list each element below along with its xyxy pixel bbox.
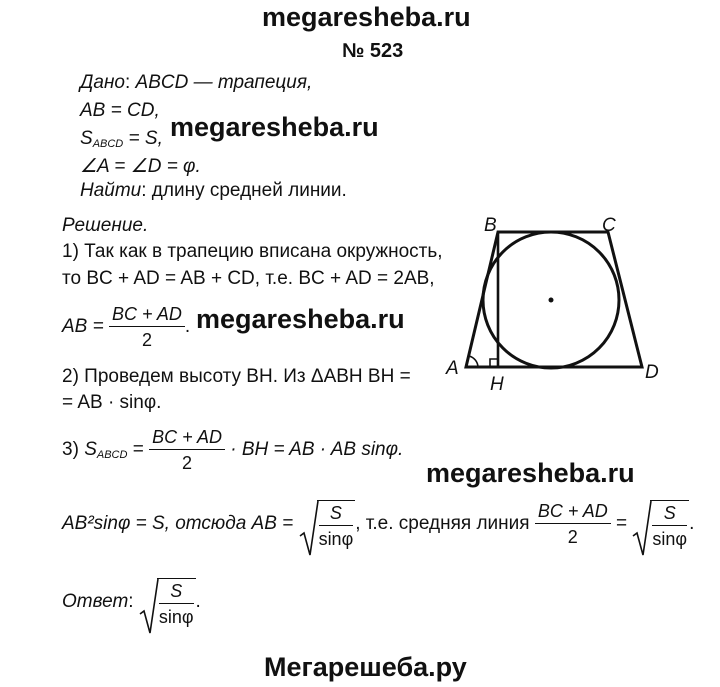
midline-denominator: 2 xyxy=(567,527,578,547)
angle-a-arc xyxy=(469,356,478,367)
step-4-end: . xyxy=(689,513,695,535)
find-text: : длину средней линии. xyxy=(141,180,347,201)
sqrt-fraction-2 xyxy=(652,504,687,548)
step-2-line-1: 2) Проведем высоту BH. Из ΔABH BH = xyxy=(62,366,411,387)
answer-line xyxy=(62,578,201,626)
midline-fraction xyxy=(535,502,611,546)
step-3-numerator: BC + AD xyxy=(149,428,225,450)
radical-sign-icon xyxy=(139,578,159,636)
area-subscript: ABCD xyxy=(92,138,124,150)
sqrt-fraction xyxy=(319,504,354,548)
step-1-formula xyxy=(62,305,190,349)
find-line xyxy=(80,180,347,202)
sqrt-expression xyxy=(299,500,356,548)
label-c: C xyxy=(602,215,616,236)
radical-sign-icon xyxy=(632,500,652,558)
fraction-denominator: 2 xyxy=(141,330,152,350)
step-4-start: AB²sinφ = S, отсюда AB = xyxy=(62,513,294,535)
watermark-bottom: Мегарешеба.ру xyxy=(264,652,467,682)
sqrt-numerator: S xyxy=(319,504,354,526)
given-trapezoid: ABCD — трапеция, xyxy=(135,72,313,93)
formula-end: . xyxy=(184,316,191,338)
sqrt-denominator-2: sinφ xyxy=(652,529,688,549)
sqrt-expression-2 xyxy=(632,500,689,548)
sqrt-denominator: sinφ xyxy=(318,529,354,549)
step-3-denominator: 2 xyxy=(182,453,193,473)
label-h: H xyxy=(490,374,504,395)
solution-heading: Решение. xyxy=(62,215,149,236)
find-label: Найти xyxy=(80,180,142,201)
trapezoid-outline xyxy=(466,232,642,367)
answer-label: Ответ xyxy=(62,591,129,613)
answer-denominator: sinφ xyxy=(158,607,194,627)
given-line-1: Дано: ABCD — трапеция, xyxy=(80,72,313,93)
watermark-2: megaresheba.ru xyxy=(196,304,405,334)
area-symbol: S xyxy=(80,128,93,149)
step-4-formula xyxy=(62,500,694,548)
answer-fraction xyxy=(159,582,194,626)
label-a: A xyxy=(446,358,459,379)
step-4-middle: , т.е. средняя линия xyxy=(355,513,530,535)
midline-numerator: BC + AD xyxy=(535,502,611,524)
fraction-midline xyxy=(109,305,185,349)
given-line-2: AB = CD, xyxy=(80,100,160,121)
trapezoid-figure xyxy=(440,210,670,400)
watermark-top: megaresheba.ru xyxy=(262,2,471,32)
step-1-line-2: то BC + AD = AB + CD, т.е. BC + AD = 2AB, xyxy=(62,268,435,289)
answer-sqrt xyxy=(139,578,196,626)
step-3-fraction xyxy=(149,428,225,472)
step-3-formula xyxy=(62,428,403,472)
step-4-equals: = xyxy=(615,513,628,535)
fraction-numerator: BC + AD xyxy=(109,305,185,327)
answer-numerator: S xyxy=(159,582,194,604)
circle-center xyxy=(549,298,554,303)
step-3-subscript: ABCD xyxy=(96,449,128,462)
watermark-1: megaresheba.ru xyxy=(170,112,379,142)
label-d: D xyxy=(645,362,659,383)
answer-end: . xyxy=(195,591,201,613)
step-3-rest: · BH = AB · AB sinφ. xyxy=(230,439,404,461)
label-b: B xyxy=(484,215,497,236)
formula-lhs: AB = xyxy=(62,316,104,338)
given-label: Дано xyxy=(80,72,125,93)
problem-number: № 523 xyxy=(342,40,404,62)
given-line-3 xyxy=(80,128,163,150)
step-1-line-1: 1) Так как в трапецию вписана окружность, xyxy=(62,241,443,262)
given-line-4: ∠A = ∠D = φ. xyxy=(80,156,201,177)
sqrt-numerator-2: S xyxy=(652,504,687,526)
area-value: = S, xyxy=(123,128,163,149)
radical-sign-icon xyxy=(299,500,319,558)
step-2-line-2: = AB · sinφ. xyxy=(62,392,162,413)
step-3-prefix: 3) xyxy=(62,439,79,461)
watermark-3: megaresheba.ru xyxy=(426,458,635,488)
answer-colon: : xyxy=(128,591,134,613)
step-3-area: S xyxy=(84,439,97,461)
step-3-equals: = xyxy=(127,439,144,461)
